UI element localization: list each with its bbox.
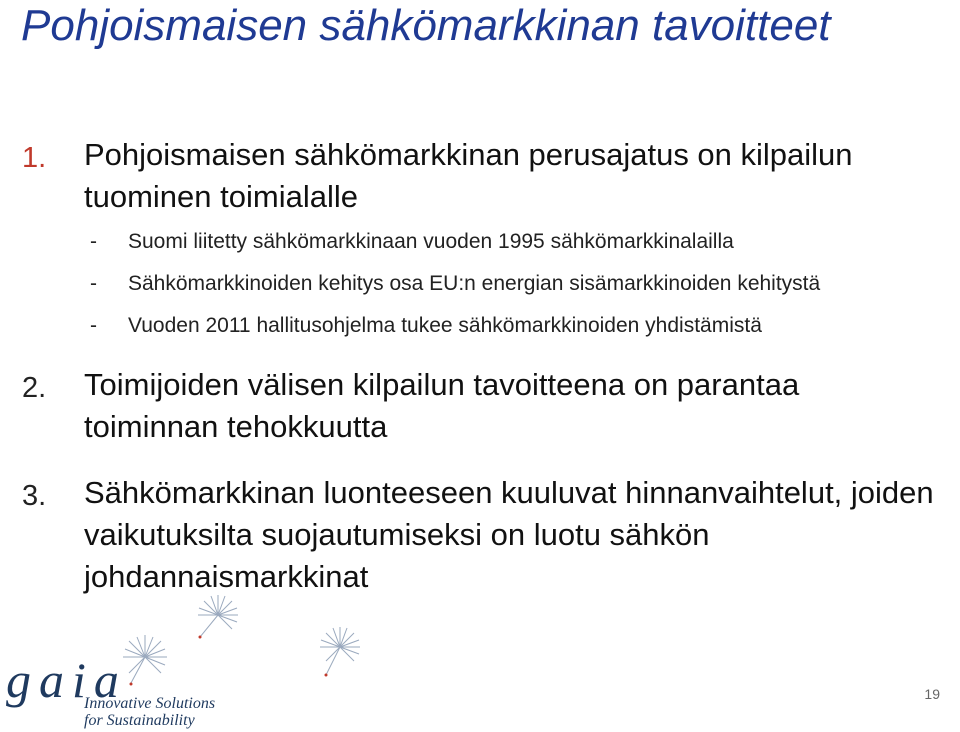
- logo-tagline-2: for Sustainability: [84, 712, 195, 729]
- logo-tagline-1: Innovative Solutions: [84, 695, 216, 712]
- dash: -: [90, 314, 97, 337]
- dandelion-seed-icon: [198, 595, 238, 637]
- slide-title: Pohjoismaisen sähkömarkkinan tavoitteet: [21, 1, 831, 50]
- list-item-text: Pohjoismaisen sähkömarkkinan perusajatus on kilpailun tuominen toimialalle: [84, 137, 853, 214]
- gaia-logo: [6, 652, 236, 730]
- list-item-text: Sähkömarkkinan luonteeseen kuuluvat hinnanvaihtelut, joiden vaikutuksilta suojautumiseksi on luotu sähkön johdannaismarkkinat: [84, 475, 934, 594]
- list-item-text: Toimijoiden välisen kilpailun tavoitteena on parantaa toiminnan tehokkuutta: [84, 367, 800, 444]
- sub-item-text: Vuoden 2011 hallitusohjelma tukee sähkömarkkinoiden yhdistämistä: [128, 314, 762, 337]
- list-number: 2.: [22, 372, 47, 404]
- list-number: 1.: [22, 142, 47, 174]
- sub-item-text: Sähkömarkkinoiden kehitys osa EU:n energian sisämarkkinoiden kehitystä: [128, 272, 821, 295]
- dash: -: [90, 272, 97, 295]
- dash: -: [90, 230, 97, 253]
- dandelion-seed-icon: [320, 627, 360, 675]
- sub-item-text: Suomi liitetty sähkömarkkinaan vuoden 1995 sähkömarkkinalailla: [128, 230, 734, 253]
- logo-wordmark: gaia: [6, 652, 127, 708]
- sub-item-3: [0, 310, 960, 342]
- sub-item-1: [0, 226, 960, 258]
- list-number: 3.: [22, 480, 47, 512]
- page-number: 19: [924, 686, 940, 702]
- sub-item-2: [0, 268, 960, 300]
